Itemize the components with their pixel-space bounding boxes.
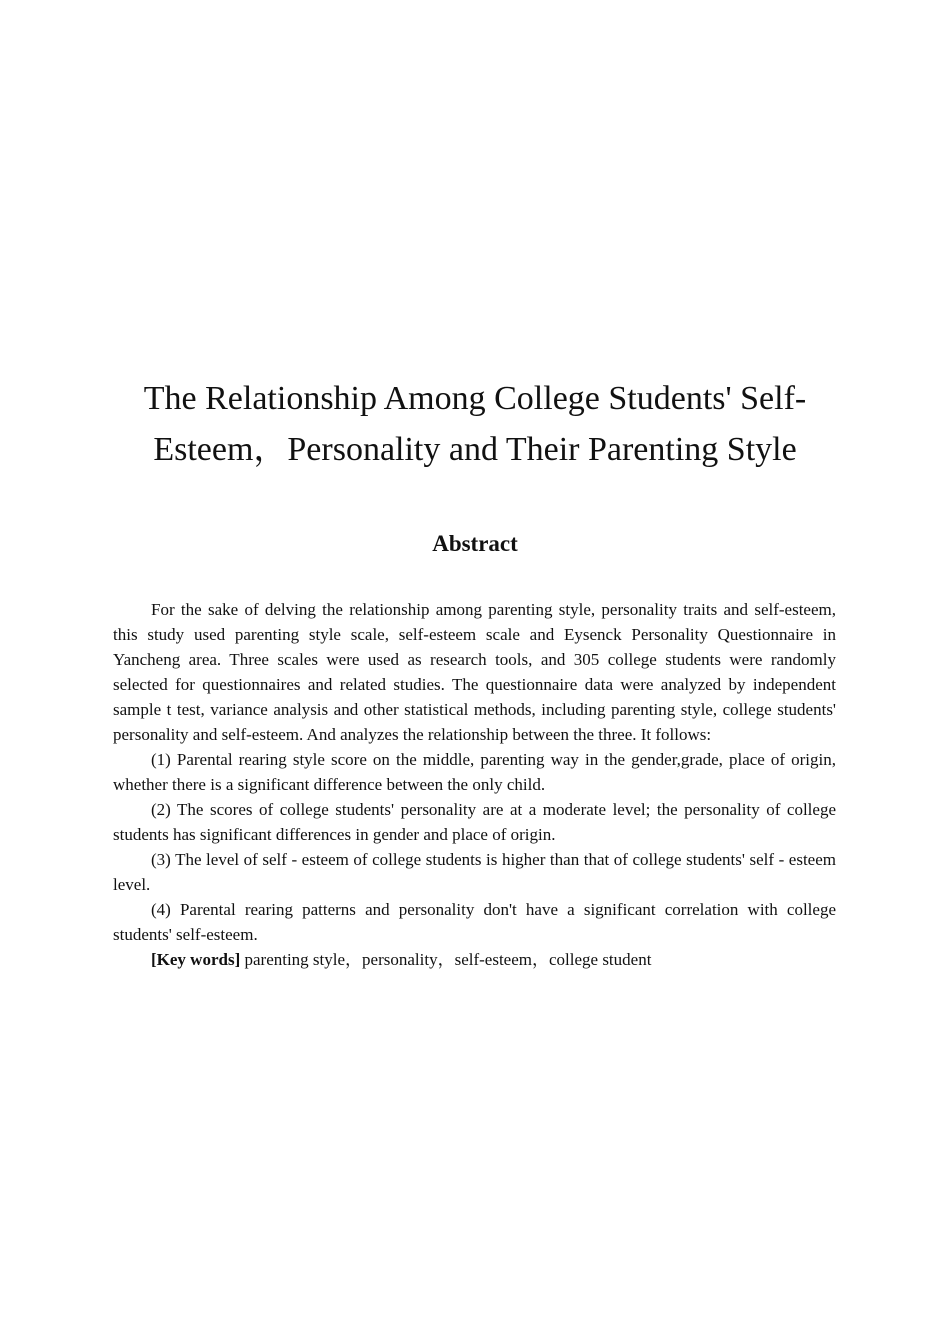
paper-title-line-2: Esteem，Personality and Their Parenting Style (153, 431, 797, 468)
finding-paragraph-4: (4) Parental rearing patterns and personality don't have a significant correlation with college students' self-esteem. (113, 900, 836, 944)
keywords-text: parenting style，personality，self-esteem，college student (240, 950, 652, 969)
paper-title (100, 373, 850, 475)
finding-paragraph-1: (1) Parental rearing style score on the middle, parenting way in the gender,grade, place of origin, whether there is a significant difference between the only child. (113, 750, 836, 794)
finding-paragraph-2: (2) The scores of college students' personality are at a moderate level; the personality of college students has significant differences in gender and place of origin. (113, 800, 836, 844)
paper-title-line-1: The Relationship Among College Students' Self- (143, 380, 807, 417)
keywords-line (113, 947, 836, 972)
abstract-heading: Abstract (432, 531, 518, 556)
finding-paragraph-3: (3) The level of self - esteem of college students is higher than that of college students' self - esteem level. (113, 850, 836, 894)
abstract-body (113, 597, 836, 972)
keywords-label: [Key words] (151, 950, 241, 969)
abstract-intro-paragraph: For the sake of delving the relationship among parenting style, personality traits and self-esteem, this study used parenting style scale, self-esteem scale and Eysenck Personality Questionnaire in Yancheng area. Three scales were used as research tools, and 305 college students were randomly selected for questionnaires and related studies. The questionnaire data were analyzed by independent sample t test, variance analysis and other statistical methods, including parenting style, college students' personality and self-esteem. And analyzes the relationship between the three. It follows: (113, 600, 836, 744)
